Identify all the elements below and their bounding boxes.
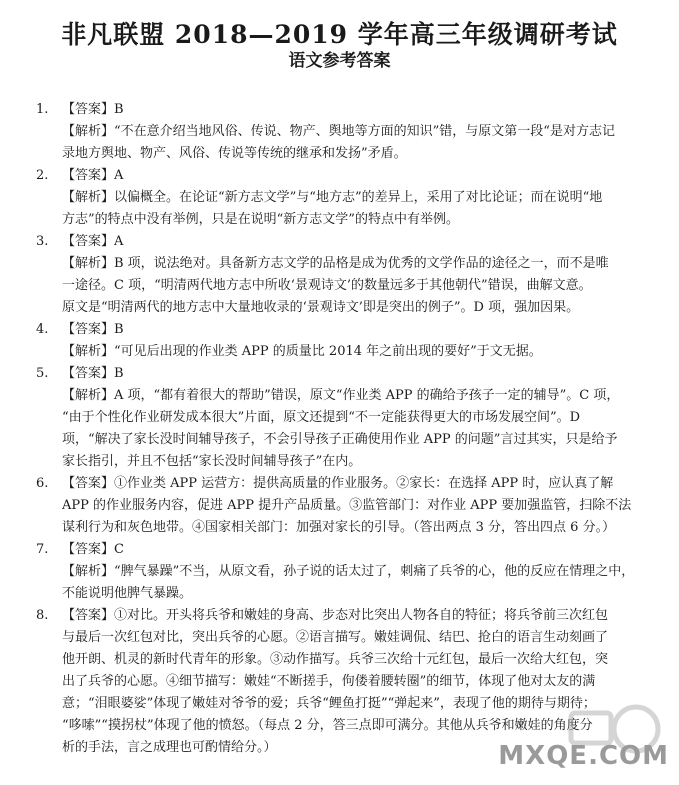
analysis-line: 家长指引，并且不包括“家长没时间辅导孩子”在内。 xyxy=(62,454,362,469)
analysis-line: 原文是“明清两代的地方志中大量地收录的‘景观诗文’即是突出的例子”。D 项，强加因果。 xyxy=(62,300,580,315)
analysis-line: 【解析】A 项，“都有着很大的帮助”错误，原文“作业类 APP 的确给予孩子一定的辅导”。C 项， xyxy=(62,388,620,403)
analysis-line: “由于个性化作业研发成本很大”片面，原文还提到“不一定能获得更大的市场发展空间”。D xyxy=(62,410,581,425)
answer-item xyxy=(36,231,609,319)
answer-key-line: 【答案】C xyxy=(62,542,124,557)
answer-number: 4. xyxy=(36,322,49,337)
answer-item xyxy=(36,363,620,473)
analysis-line: 方志”的特点中没有举例，只是在说明“新方志文学”的特点中有举例。 xyxy=(62,212,459,227)
answer-number: 7. xyxy=(36,542,49,557)
answer-item xyxy=(36,319,576,363)
answer-key-line: 【答案】B xyxy=(62,102,124,117)
analysis-line: 【解析】B 项，说法绝对。具备新方志文学的品格是成为优秀的文学作品的途径之一，而不是唯 xyxy=(62,256,609,271)
answer-number: 6. xyxy=(36,476,49,491)
answer-key-line: 【答案】B xyxy=(62,322,124,337)
answer-key-line: 【答案】①对比。开头将兵爷和嫩娃的身高、步态对比突出人物各自的特征；将兵爷前三次红包 xyxy=(62,608,609,623)
analysis-line: 【解析】以偏概全。在论证“新方志文学”与“地方志”的差异上，采用了对比论证；而在说明“地 xyxy=(62,190,603,205)
answer-item xyxy=(36,99,615,165)
answer-key-line: 【答案】A xyxy=(62,234,124,249)
answer-key-line: 【答案】①作业类 APP 运营方：提供高质量的作业服务。②家长：在选择 APP 时，应认真了解 xyxy=(62,476,614,491)
answer-item xyxy=(36,473,632,539)
answer-key-line: 【答案】A xyxy=(62,168,124,183)
analysis-line: 与最后一次红包对比，突出兵爷的心愿。②语言描写。嫩娃调侃、结巴、抢白的语言生动刻画了 xyxy=(62,630,609,645)
analysis-line: 意；“泪眼婆娑”体现了嫩娃对爷爷的爱；兵爷“鲤鱼打挺”“弹起来”，表现了他的期待与期待； xyxy=(62,696,596,711)
page-title: 非凡联盟 2018—2019 学年高三年级调研考试 xyxy=(61,20,618,49)
answer-list xyxy=(36,99,635,759)
analysis-line: 不能说明他脾气暴躁。 xyxy=(62,586,193,601)
answer-number: 8. xyxy=(36,608,49,623)
analysis-line: 【解析】“脾气暴躁”不当，从原文看，孙子说的话太过了，刺痛了兵爷的心，他的反应在情理之中， xyxy=(62,564,635,579)
answer-item xyxy=(36,539,635,605)
answer-item xyxy=(36,605,609,759)
answer-number: 3. xyxy=(36,234,49,249)
analysis-line: 他开朗、机灵的新时代青年的形象。③动作描写。兵爷三次给十元红包，最后一次给大红包，突 xyxy=(62,652,609,667)
page-subtitle: 语文参考答案 xyxy=(288,51,391,71)
answer-key-line: 【答案】B xyxy=(62,366,124,381)
answer-item xyxy=(36,165,603,231)
analysis-line: 录地方舆地、物产、风俗、传说等传统的继承和发扬”矛盾。 xyxy=(62,146,407,161)
analysis-line: APP 的作业服务内容，促进 APP 提升产品质量。③监管部门：对作业 APP 要加强监管，扫除不法 xyxy=(62,498,632,513)
analysis-line: “哆嗦”“摸拐杖”体现了他的愤怒。（每点 2 分，答三点即可满分。其他从兵爷和嫩娃的角度分 xyxy=(62,718,593,733)
answer-number: 1. xyxy=(36,102,49,117)
analysis-line: 【解析】“可见后出现的作业类 APP 的质量比 2014 年之前出现的要好”于文无据。 xyxy=(62,344,542,359)
answer-number: 2. xyxy=(36,168,49,183)
analysis-line: 析的手法，言之成理也可酌情给分。） xyxy=(62,740,277,755)
analysis-line: 一途径。C 项，“明清两代地方志中所收‘景观诗文’的数量远多于其他朝代”错误，曲解文意。 xyxy=(62,278,592,293)
watermark-text: MXQE.COM xyxy=(498,741,669,771)
analysis-line: 出了兵爷的心愿。④细节描写：嫩娃“不断搓手，佝偻着腰转圈”的细节，体现了他对太友的满 xyxy=(62,674,596,689)
answer-number: 5. xyxy=(36,366,49,381)
analysis-line: 【解析】“不在意介绍当地风俗、传说、物产、舆地等方面的知识”错，与原文第一段“是对方志记 xyxy=(62,124,615,139)
analysis-line: 项，“解决了家长没时间辅导孩子，不会引导孩子正确使用作业 APP 的问题”言过其实，只是给予 xyxy=(62,432,618,447)
analysis-line: 谋利行为和灰色地带。④国家相关部门：加强对家长的引导。（答出两点 3 分，答出四点 6 分。） xyxy=(62,520,616,535)
